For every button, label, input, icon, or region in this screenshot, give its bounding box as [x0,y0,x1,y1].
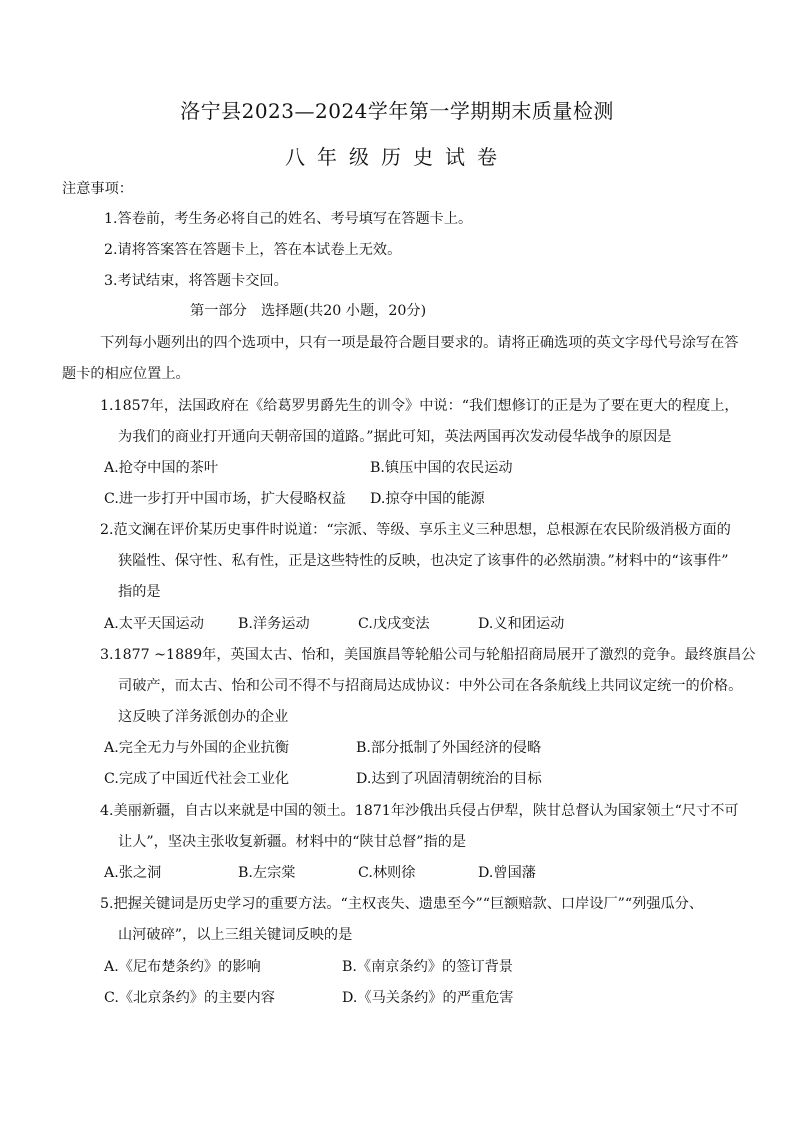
question-5-option-b[interactable]: B.《南京条约》的签订背景 [342,959,513,975]
question-2-line: 2.范文澜在评价某历史事件时说道：“宗派、等级、享乐主义三种思想，总根源在农民阶级消极方面的 [100,522,731,538]
section-title: 第一部分 选择题(共20 小题，20分) [190,303,427,319]
question-1-option-d[interactable]: D.掠夺中国的能源 [370,491,485,507]
notice-item: 3.考试结束，将答题卡交回。 [104,273,288,289]
question-3-option-d[interactable]: D.达到了巩固清朝统治的目标 [356,771,542,787]
question-3-option-b[interactable]: B.部分抵制了外国经济的侵略 [356,740,542,756]
question-3-line: 3.1877 ~1889年，英国太古、怡和，美国旗昌等轮船公司与轮船招商局展开了激烈的竞争。最终旗昌公 [100,647,756,663]
question-5-option-c[interactable]: C.《北京条约》的主要内容 [104,990,275,1006]
question-4-line: 4.美丽新疆，自古以来就是中国的领土。1871年沙俄出兵侵占伊犁，陕甘总督认为国家领土“尺寸不可 [100,803,739,819]
exam-title: 洛宁县2023—2024学年第一学期期末质量检测 [180,99,614,123]
section-instruction: 题卡的相应位置上。 [62,366,190,382]
question-1-line: 为我们的商业打开通向天朝帝国的道路。”据此可知，英法两国再次发动侵华战争的原因是 [118,429,672,445]
question-2-option-d[interactable]: D.义和团运动 [478,616,565,632]
question-4-line: 让人”，坚决主张收复新疆。材料中的“陕甘总督”指的是 [118,834,467,850]
question-2-line: 狭隘性、保守性、私有性，正是这些特性的反映，也决定了该事件的必然崩溃。”材料中的“该事件” [118,553,729,569]
notice-item: 1.答卷前，考生务必将自己的姓名、考号填写在答题卡上。 [104,211,473,227]
question-2-line: 指的是 [118,584,161,600]
question-5-option-a[interactable]: A.《尼布楚条约》的影响 [104,959,261,975]
notice-item: 2.请将答案答在答题卡上，答在本试卷上无效。 [104,242,402,258]
question-4-option-b[interactable]: B.左宗棠 [238,865,296,881]
question-3-line: 这反映了洋务派创办的企业 [118,709,289,725]
question-5-line: 山河破碎”，以上三组关键词反映的是 [118,927,353,943]
question-3-option-a[interactable]: A.完全无力与外国的企业抗衡 [104,740,290,756]
question-1-option-c[interactable]: C.进一步打开中国市场，扩大侵略权益 [104,491,346,507]
question-1-option-b[interactable]: B.镇压中国的农民运动 [370,460,513,476]
question-5-option-d[interactable]: D.《马关条约》的严重危害 [342,990,514,1006]
question-4-option-c[interactable]: C.林则徐 [358,865,416,881]
exam-subtitle: 八年级历史试卷 [285,145,509,169]
question-3-option-c[interactable]: C.完成了中国近代社会工业化 [104,771,290,787]
question-5-line: 5.把握关键词是历史学习的重要方法。“主权丧失、遗患至今”“巨额赔款、口岸设厂”“列强瓜分、 [100,896,704,912]
question-2-option-c[interactable]: C.戊戌变法 [358,616,430,632]
question-4-option-d[interactable]: D.曾国藩 [478,865,536,881]
notice-heading: 注意事项： [62,181,133,197]
question-2-option-b[interactable]: B.洋务运动 [238,616,310,632]
question-1-line: 1.1857年，法国政府在《给葛罗男爵先生的训令》中说：“我们想修订的正是为了要在更大的程度上， [100,398,739,414]
section-instruction: 下列每小题列出的四个选项中，只有一项是最符合题目要求的。请将正确选项的英文字母代号涂写在答 [100,335,739,351]
question-4-option-a[interactable]: A.张之洞 [104,865,162,881]
question-1-option-a[interactable]: A.抢夺中国的茶叶 [104,460,219,476]
question-2-option-a[interactable]: A.太平天国运动 [104,616,204,632]
question-3-line: 司破产，而太古、怡和公司不得不与招商局达成协议：中外公司在各条航线上共同议定统一的价格。 [118,678,743,694]
